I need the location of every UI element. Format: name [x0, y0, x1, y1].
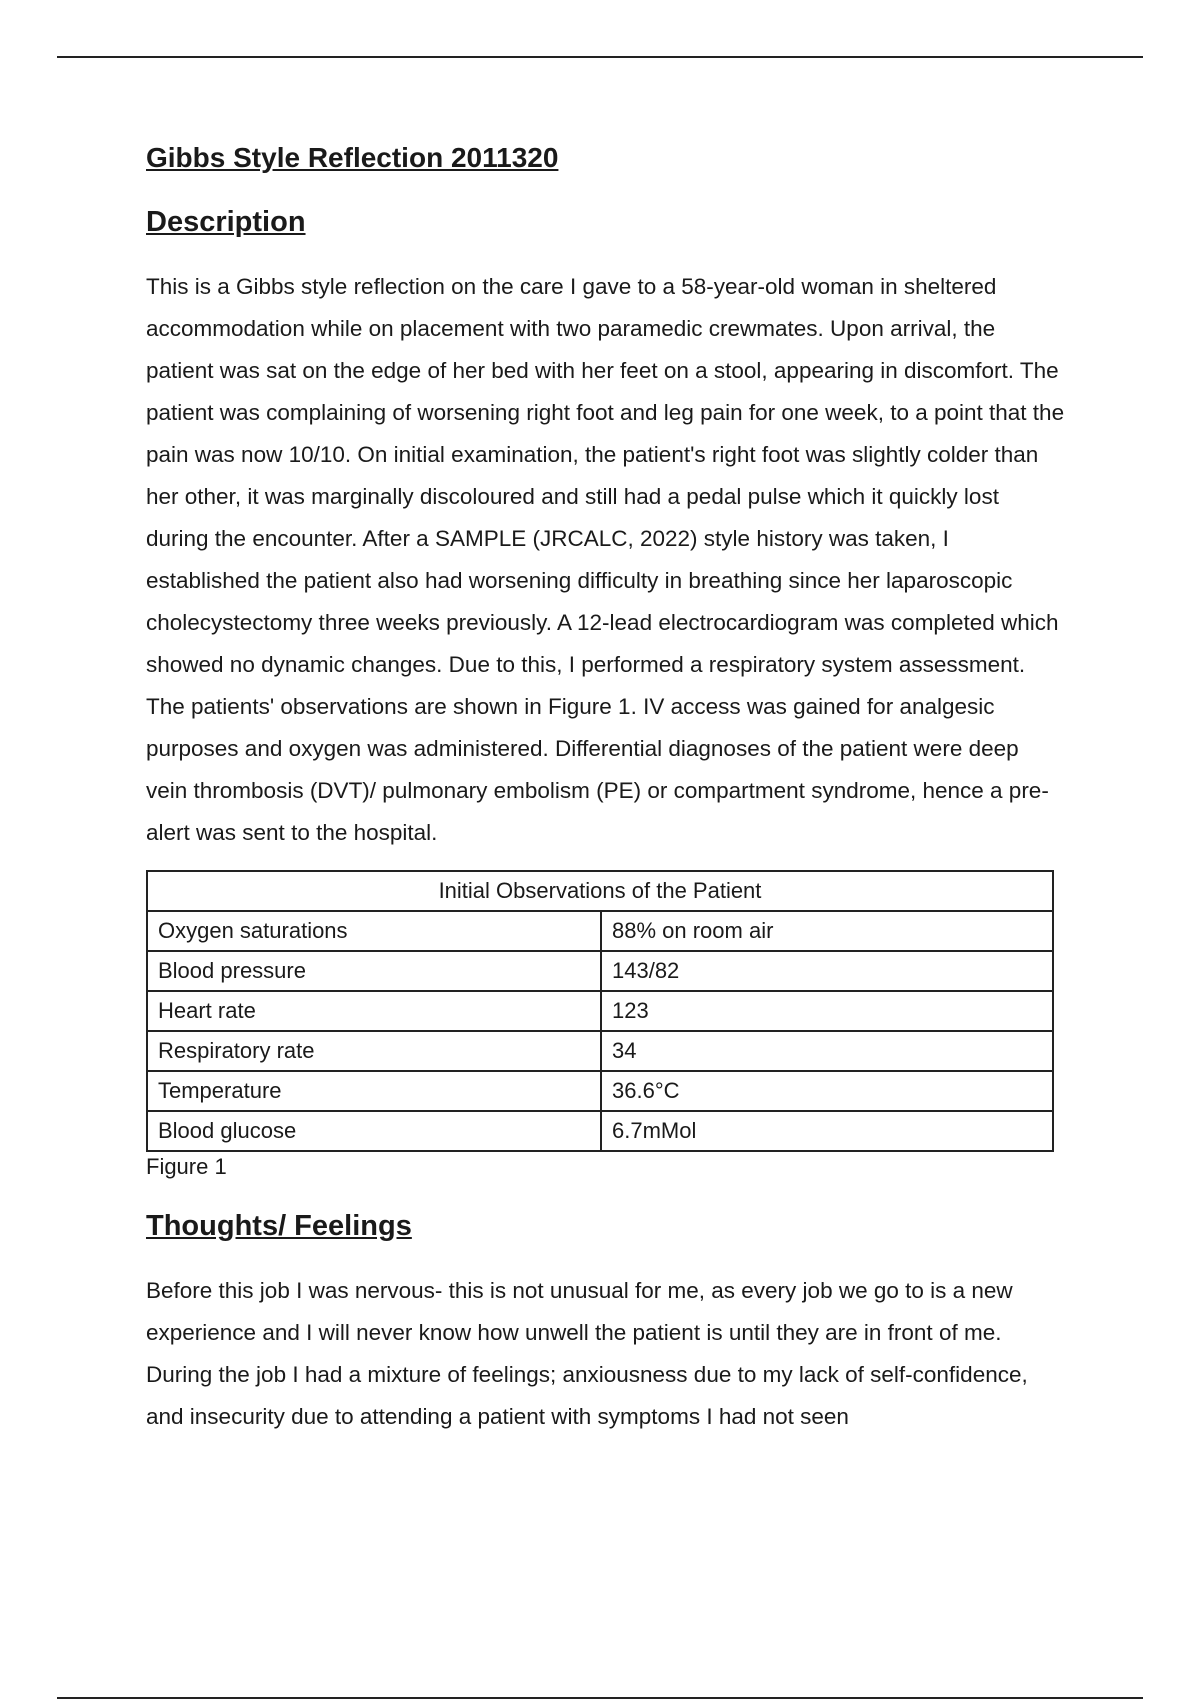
observation-value: 34 — [601, 1031, 1053, 1071]
table-row — [147, 1111, 1053, 1151]
table-row — [147, 1031, 1053, 1071]
document-body — [146, 140, 1066, 1438]
table-row — [147, 951, 1053, 991]
observation-value: 123 — [601, 991, 1053, 1031]
document-title: Gibbs Style Reflection 2011320 — [146, 142, 559, 173]
observation-label: Blood pressure — [147, 951, 601, 991]
observations-table — [146, 870, 1054, 1152]
description-heading: Description — [146, 206, 306, 239]
table-row — [147, 911, 1053, 951]
table-row — [147, 991, 1053, 1031]
observation-value: 6.7mMol — [601, 1111, 1053, 1151]
page-bottom-rule — [57, 1697, 1143, 1699]
thoughts-feelings-heading: Thoughts/ Feelings — [146, 1210, 412, 1243]
observation-value: 143/82 — [601, 951, 1053, 991]
table-caption: Initial Observations of the Patient — [147, 871, 1053, 911]
thoughts-feelings-paragraph: Before this job I was nervous- this is not unusual for me, as every job we go to is a new experience and I will never know how unwell the patient is until they are in front of me. During the job I had a mixture of feelings; anxiousness due to my lack of self-confidence, and insecurity due to attending a patient with symptoms I had not seen — [146, 1277, 1028, 1429]
observation-label: Blood glucose — [147, 1111, 601, 1151]
table-caption-row — [147, 871, 1053, 911]
observation-label: Oxygen saturations — [147, 911, 601, 951]
observation-label: Respiratory rate — [147, 1031, 601, 1071]
figure-caption: Figure 1 — [146, 1154, 227, 1180]
observation-label: Heart rate — [147, 991, 601, 1031]
page-top-rule — [57, 56, 1143, 58]
observation-value: 36.6°C — [601, 1071, 1053, 1111]
observation-value: 88% on room air — [601, 911, 1053, 951]
description-paragraph: This is a Gibbs style reflection on the care I gave to a 58-year-old woman in sheltered accommodation while on placement with two paramedic crewmates. Upon arrival, the patient was sat on the edge of her bed with her feet on a stool, appearing in discomfort. The patient was complaining of worsening right foot and leg pain for one week, to a point that the pain was now 10/10. On initial examination, the patient's right foot was slightly colder than her other, it was marginally discoloured and still had a pedal pulse which it quickly lost during the encounter. After a SAMPLE (JRCALC, 2022) style history was taken, I established the patient also had worsening difficulty in breathing since her laparoscopic cholecystectomy three weeks previously. A 12-lead electrocardiogram was completed which showed no dynamic changes. Due to this, I performed a respiratory system assessment. The patients' observations are shown in Figure 1. IV access was gained for analgesic purposes and oxygen was administered. Differential diagnoses of the patient were deep vein thrombosis (DVT)/ pulmonary embolism (PE) or compartment syndrome, hence a pre-alert was sent to the hospital. — [146, 274, 1065, 846]
table-row — [147, 1071, 1053, 1111]
observation-label: Temperature — [147, 1071, 601, 1111]
